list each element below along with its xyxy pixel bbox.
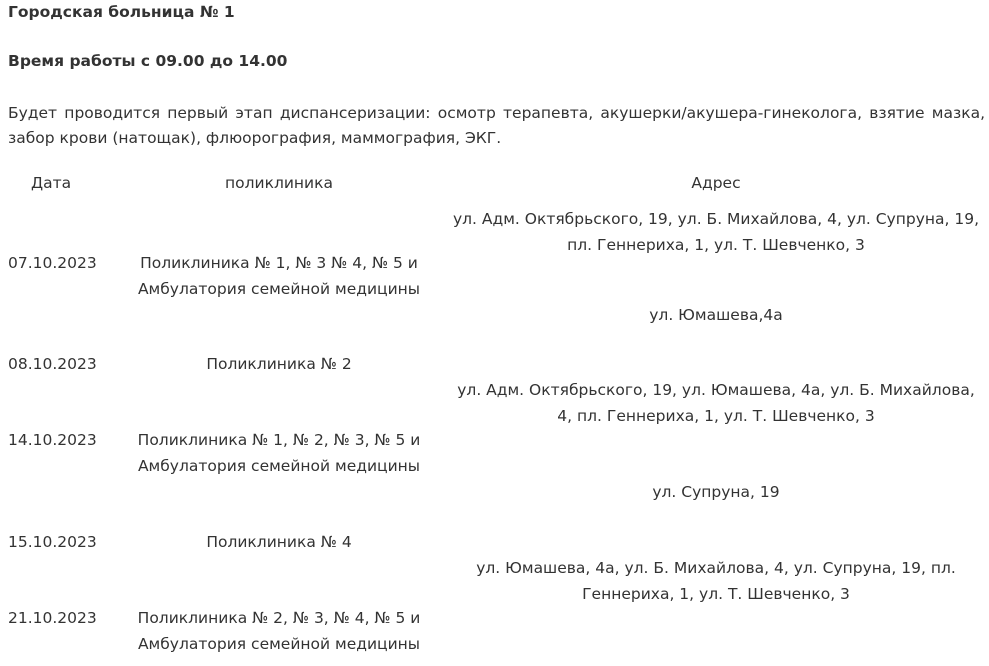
clinic-line: Амбулатория семейной медицины: [137, 457, 421, 475]
clinic-line: Амбулатория семейной медицины: [137, 280, 421, 298]
table-row: [0, 377, 989, 479]
row-date: 14.10.2023: [8, 431, 97, 449]
row-address: [443, 377, 989, 479]
clinic-line: Поликлиника № 2: [206, 355, 352, 373]
clinic-line: Поликлиника № 4: [206, 533, 352, 551]
header-address: Адрес: [691, 174, 741, 192]
table-row: [0, 479, 989, 555]
row-date: 21.10.2023: [8, 609, 97, 627]
row-date: 07.10.2023: [8, 254, 97, 272]
clinic-line: Амбулатория семейной медицины: [137, 635, 421, 653]
intro-paragraph: Будет проводится первый этап диспансеризации: осмотр терапевта, акушерки/акушера-гинеколога, взятие мазка, забор крови (натощак), флюорография, маммография, ЭКГ.: [8, 104, 985, 147]
header-date: Дата: [31, 174, 72, 192]
row-address: [443, 555, 989, 657]
clinic-line: Поликлиника № 1, № 2, № 3, № 5 и: [137, 431, 421, 449]
address-line: ул. Адм. Октябрьского, 19, ул. Юмашева, 4а, ул. Б. Михайлова,: [457, 381, 975, 399]
working-hours: Время работы с 09.00 до 14.00: [8, 52, 288, 70]
table-row: [0, 206, 989, 302]
table-row: [0, 302, 989, 377]
table-header-row: [0, 170, 989, 206]
address-line: Геннериха, 1, ул. Т. Шевченко, 3: [582, 585, 850, 603]
row-clinic: [115, 302, 443, 377]
row-clinic: [115, 377, 443, 479]
clinic-line: Поликлиника № 1, № 3 № 4, № 5 и: [140, 254, 418, 272]
row-date: 15.10.2023: [8, 533, 97, 551]
row-clinic: [115, 206, 443, 302]
header-clinic: поликлиника: [224, 174, 333, 192]
address-line: 4, пл. Геннериха, 1, ул. Т. Шевченко, 3: [557, 407, 875, 425]
schedule-table: [0, 170, 989, 657]
row-date: 08.10.2023: [8, 355, 97, 373]
row-clinic: [115, 479, 443, 555]
address-line: ул. Супруна, 19: [652, 483, 780, 501]
table-row: [0, 555, 989, 657]
page-title: Городская больница № 1: [8, 3, 235, 21]
address-line: ул. Юмашева, 4а, ул. Б. Михайлова, 4, ул. Супруна, 19, пл.: [476, 559, 956, 577]
row-address: [443, 479, 989, 555]
row-clinic: [115, 555, 443, 657]
address-line: пл. Геннериха, 1, ул. Т. Шевченко, 3: [567, 236, 865, 254]
address-line: ул. Адм. Октябрьского, 19, ул. Б. Михайлова, 4, ул. Супруна, 19,: [452, 210, 980, 228]
row-address: [443, 302, 989, 377]
address-line: ул. Юмашева,4а: [649, 306, 783, 324]
clinic-line: Поликлиника № 2, № 3, № 4, № 5 и: [137, 609, 421, 627]
row-address: [443, 206, 989, 302]
